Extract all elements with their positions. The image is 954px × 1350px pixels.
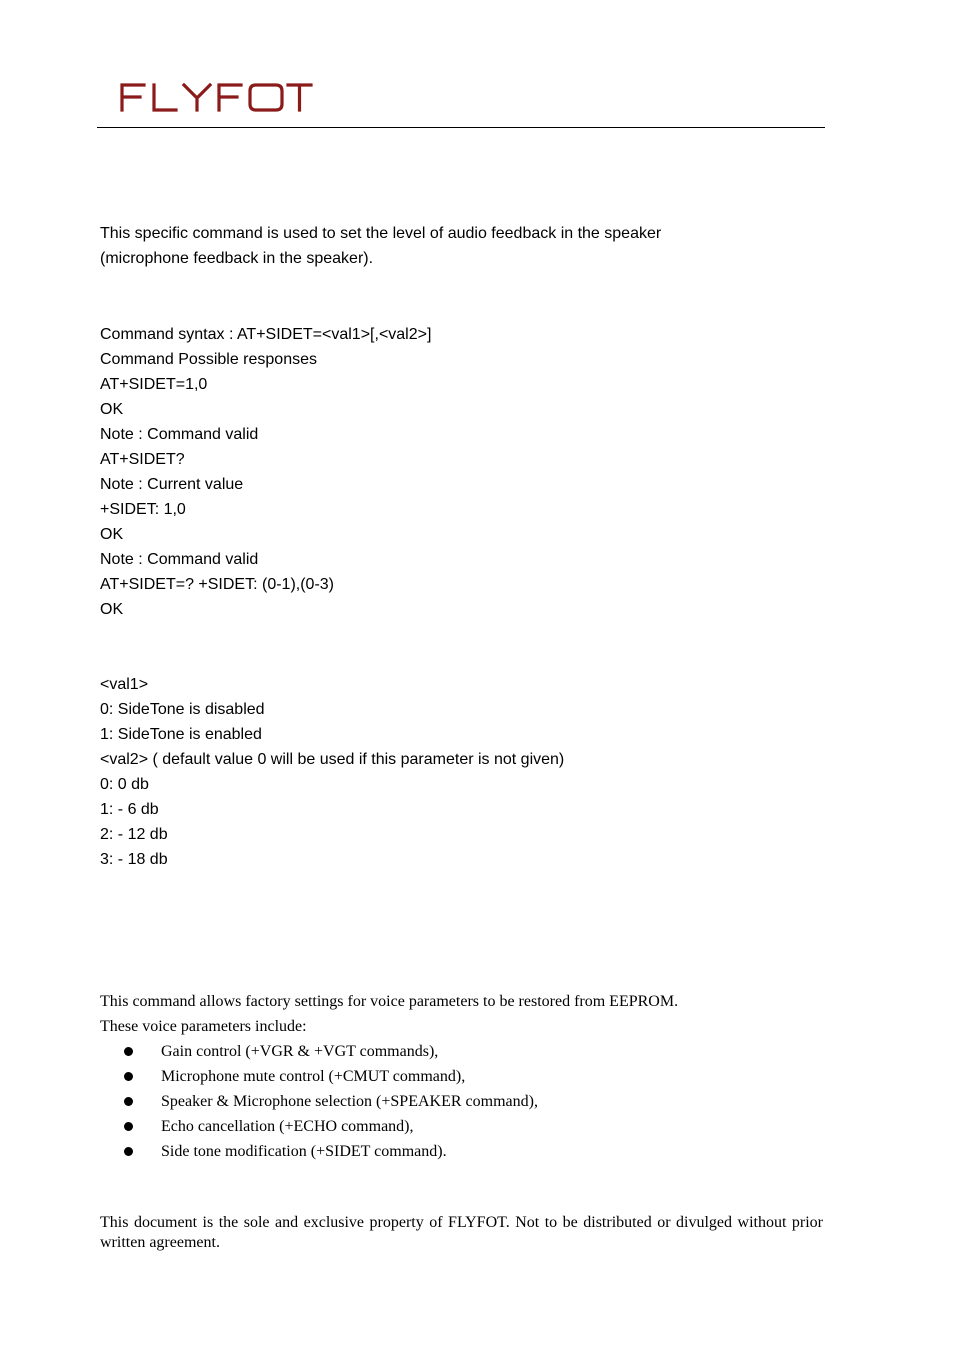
list-item-text: Echo cancellation (+ECHO command), [161, 1118, 414, 1135]
parameter-line: 2: - 12 db [100, 826, 168, 843]
list-item [100, 1114, 538, 1139]
parameter-line: 1: SideTone is enabled [100, 726, 262, 743]
bullet-icon [124, 1097, 133, 1106]
flyfot-logo-mark [118, 80, 314, 114]
syntax-line: OK [100, 601, 124, 618]
bullet-icon [124, 1122, 133, 1131]
bullet-icon [124, 1147, 133, 1156]
intro-line: (microphone feedback in the speaker). [100, 250, 374, 267]
list-item [100, 1089, 538, 1114]
bullet-icon [124, 1047, 133, 1056]
syntax-line: OK [100, 526, 124, 543]
parameters-section [100, 672, 824, 872]
list-item-text: Microphone mute control (+CMUT command), [161, 1068, 466, 1085]
intro-line: This specific command is used to set the level of audio feedback in the speaker [100, 225, 662, 242]
voice-parameters-list [100, 1039, 538, 1164]
syntax-line: Note : Command valid [100, 426, 259, 443]
syntax-line: OK [100, 401, 124, 418]
bullet-icon [124, 1072, 133, 1081]
command-syntax-section [100, 322, 824, 622]
list-item-text: Speaker & Microphone selection (+SPEAKER command), [161, 1093, 538, 1110]
parameter-line: 0: SideTone is disabled [100, 701, 265, 718]
list-item-text: Side tone modification (+SIDET command). [161, 1143, 447, 1160]
syntax-line: Note : Current value [100, 476, 244, 493]
list-item [100, 1039, 538, 1064]
parameter-line: <val1> [100, 676, 149, 693]
header-rule [97, 127, 825, 128]
restore-line: This command allows factory settings for voice parameters to be restored from EEPROM. [100, 993, 679, 1010]
parameter-line: <val2> ( default value 0 will be used if this parameter is not given) [100, 751, 565, 768]
list-item [100, 1139, 538, 1164]
syntax-line: Note : Command valid [100, 551, 259, 568]
syntax-line: +SIDET: 1,0 [100, 501, 186, 518]
footer-notice: This document is the sole and exclusive property of FLYFOT. Not to be distributed or divulged without prior written agreement. [100, 1214, 823, 1251]
restore-line: These voice parameters include: [100, 1018, 307, 1035]
list-item-text: Gain control (+VGR & +VGT commands), [161, 1043, 439, 1060]
syntax-line: Command syntax : AT+SIDET=<val1>[,<val2>] [100, 326, 432, 343]
flyfot-logo [118, 80, 314, 114]
syntax-line: AT+SIDET=? +SIDET: (0-1),(0-3) [100, 576, 334, 593]
list-item [100, 1064, 538, 1089]
syntax-line: Command Possible responses [100, 351, 317, 368]
parameter-line: 1: - 6 db [100, 801, 159, 818]
parameter-line: 0: 0 db [100, 776, 149, 793]
intro-paragraph [100, 221, 824, 271]
restore-section [100, 989, 824, 1039]
parameter-line: 3: - 18 db [100, 851, 168, 868]
syntax-line: AT+SIDET=1,0 [100, 376, 208, 393]
syntax-line: AT+SIDET? [100, 451, 185, 468]
